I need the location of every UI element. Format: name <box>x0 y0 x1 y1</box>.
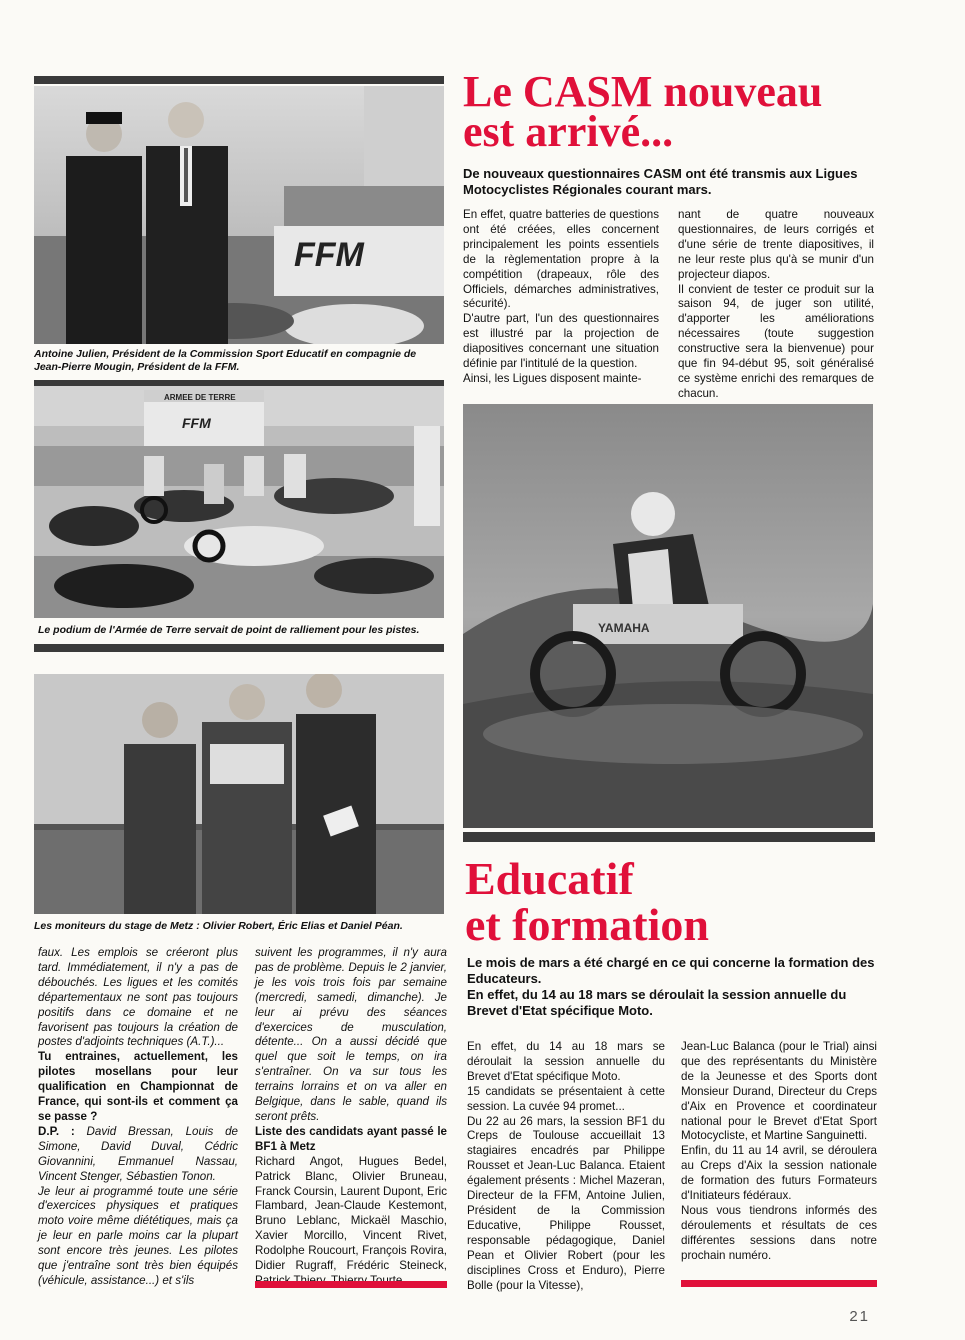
article1-col1 <box>463 208 659 387</box>
photo-army-podium <box>34 386 444 618</box>
photo-two-officials <box>34 86 444 344</box>
caption-photo-2: Le podium de l'Armée de Terre servait de point de ralliement pour les pistes. <box>38 624 420 636</box>
interview-dp-label: D.P. : <box>38 1124 75 1138</box>
article2-col1 <box>467 1040 665 1293</box>
article2-col2 <box>681 1040 877 1264</box>
article1-lead: De nouveaux questionnaires CASM ont été transmis aux Ligues Motocyclistes Régionales courant mars. <box>463 166 858 197</box>
candidates-heading: Liste des candidats ayant passé le BF1 à Metz <box>255 1124 447 1153</box>
interview-question: Tu entraines, actuellement, les pilotes mosellans pour leur qualification en Championnat de France, qui sont-ils et comment ça se passe ? <box>38 1050 238 1123</box>
article2-lead <box>467 955 877 1019</box>
article2-col2-p2: Enfin, du 11 au 14 avril, se déroulera au Creps d'Aix la session nationale de formation des futurs Formateurs d'Initiateurs fédéraux. <box>681 1144 877 1203</box>
armee-sign-text: ARMEE DE TERRE <box>164 393 236 402</box>
article1-col2-p1: nant de quatre nouveaux questionnaires, de leurs corrigés et d'une série de trente diapositives, il ne leur reste plus qu'à se munir d'un projecteur diapos. <box>678 208 874 281</box>
article2-col1-p1: En effet, du 14 au 18 mars se déroulait la session annuelle du Brevet d'Etat spécifique Moto. <box>467 1040 665 1083</box>
article1-col1-p1: En effet, quatre batteries de questions ont été créées, elles concernent principalement les points essentiels de la règlementation propre à la compétition (drapeaux, rôle des Officiels, démarches administratives, sécurité). <box>463 208 659 311</box>
yamaha-text: YAMAHA <box>598 621 650 635</box>
article1-col1-p3: Ainsi, les Ligues disposent mainte- <box>463 371 642 385</box>
photo-motocross-illustration <box>463 404 873 828</box>
candidates-list: Richard Angot, Hugues Bedel, Patrick Blanc, Olivier Bruneau, Franck Coursin, Laurent Dupont, Eric Flambard, Jean-Claude Kestemont, Bruno Leblanc, Mickaël Maschio, Xavier Morcillo, Vincent Rivet, Rodolphe Roucourt, François Rovira, Didier Rugraff, Frédéric Steineck, <box>255 1154 447 1273</box>
page-number: 21 <box>849 1308 870 1325</box>
interview-col2-text: suivent les programmes, il n'y aura pas de problème. Depuis le 2 janvier, je les vois trois fois par semaine (mercredi, samedi, dimanche). Je leur ai prévu des séances d'exercices de musculation, détente... On a aussi décidé que quel que soit le temps, on ira s'entraîner. On va sur tous les terrains lorrains et on va aller en Belgique, dans le sable, quand ils seront prêts. <box>255 946 447 1123</box>
photo-metz-instructors-illustration <box>34 674 444 914</box>
photo-motocross-rider <box>463 404 873 828</box>
photo-army-podium-illustration <box>34 386 444 618</box>
interview-col1 <box>38 946 238 1289</box>
ffm-sign-text: FFM <box>182 415 211 431</box>
interview-col1-end: Je leur ai programmé toute une série d'exercices physiques et pratiques moto voire même diététiques, mais ça je leur en parle moins car la plupart sont encore très jeunes. Les pilotes que j'entraîne sont très bien équipés (véhicule, assistance...) et s'ils <box>38 1184 238 1287</box>
article2-title-line2: et formation <box>465 899 709 950</box>
article2-col2-p1: Jean-Luc Balanca (pour le Trial) ainsi que des représentants du Ministère de la Jeunesse et des Sports dont Monsieur Durand, Directeur du Creps d'Aix en Provence et coordinateur national pour le Brevet d'Etat Sport Motocycliste, et Martine Sanguinetti. <box>681 1040 877 1143</box>
interview-intro: faux. Les emplois se créeront plus tard. Immédiatement, il n'y a pas de débouchés. Les ligues et les comités départementaux ne sont pas toujours positifs dans ce domaine et ne favorisent pas toujours la création de postes d'adjoints techniques (A.T.)... <box>38 946 238 1049</box>
article1-col2-p2: Il convient de tester ce produit sur la saison 94, de juger son utilité, d'apporter les améliorations nécessaires (toute suggestion constructive sera la bienvenue) pour que fin 94-début 95, soit généralisé ce système enrichi des remarques de chacun. <box>678 282 874 400</box>
caption-photo-3: Les moniteurs du stage de Metz : Olivier Robert, Éric Elias et Daniel Péan. <box>34 920 403 932</box>
rule-photo-3 <box>34 644 444 652</box>
article2-lead2: En effet, du 14 au 18 mars se déroulait la session annuelle du Brevet d'Etat spécifique Moto. <box>467 987 847 1018</box>
article1-title-line2: est arrivé... <box>463 107 674 156</box>
top-rule-left <box>34 76 444 84</box>
ffm-banner-text: FFM <box>294 236 364 274</box>
photo-metz-instructors <box>34 674 444 914</box>
interview-end-rule <box>255 1281 447 1288</box>
photo-two-officials-illustration <box>34 86 444 344</box>
article1-title-line1: Le CASM nouveau <box>463 67 823 116</box>
interview-dp-answer: David Bressan, Louis de Simone, David Duval, Cédric Giovannini, Emmanuel Nassau, Vincent Stenger, Sébastien Tonon. <box>38 1124 238 1183</box>
article2-col2-p3: Nous vous tiendrons informés des déroulements et résultats de ces différentes sessions dans notre prochain numéro. <box>681 1203 877 1262</box>
article2-col1-p3: Du 22 au 26 mars, la session BF1 du Creps de Toulouse accueillait 13 stagiaires encadrés par Philippe Rousset et Jean-Luc Balanca. Etaient également présents : Michel Mazeran, Directeur de la FFM, Antoine Julien, Président de la Commission Educative, Philippe Rousset, responsable pédagogique, Daniel Pean et Olivier Robert (pour les disciplines Cross et Enduro), Pierre Bolle (pour la Vitesse), <box>467 1114 665 1292</box>
article2-title <box>465 853 885 950</box>
article2-col1-p2: 15 candidats se présentaient à cette session. La cuvée 94 promet... <box>467 1084 665 1113</box>
article1-col1-p2: D'autre part, l'un des questionnaires est illustré par la projection de diapositives concernant une situation définie par l'intitulé de la question. <box>463 312 659 371</box>
article2-lead1: Le mois de mars a été chargé en ce qui concerne la formation des Educateurs. <box>467 955 875 986</box>
article2-title-line1: Educatif <box>465 853 634 904</box>
rule-article2 <box>463 832 875 842</box>
article1-title <box>463 67 903 156</box>
article1-col2 <box>678 208 874 402</box>
article2-end-rule <box>681 1280 877 1287</box>
interview-col2 <box>255 946 447 1289</box>
caption-photo-1: Antoine Julien, Président de la Commission Sport Educatif en compagnie de Jean-Pierre Mougin, Président de la FFM. <box>34 348 417 373</box>
